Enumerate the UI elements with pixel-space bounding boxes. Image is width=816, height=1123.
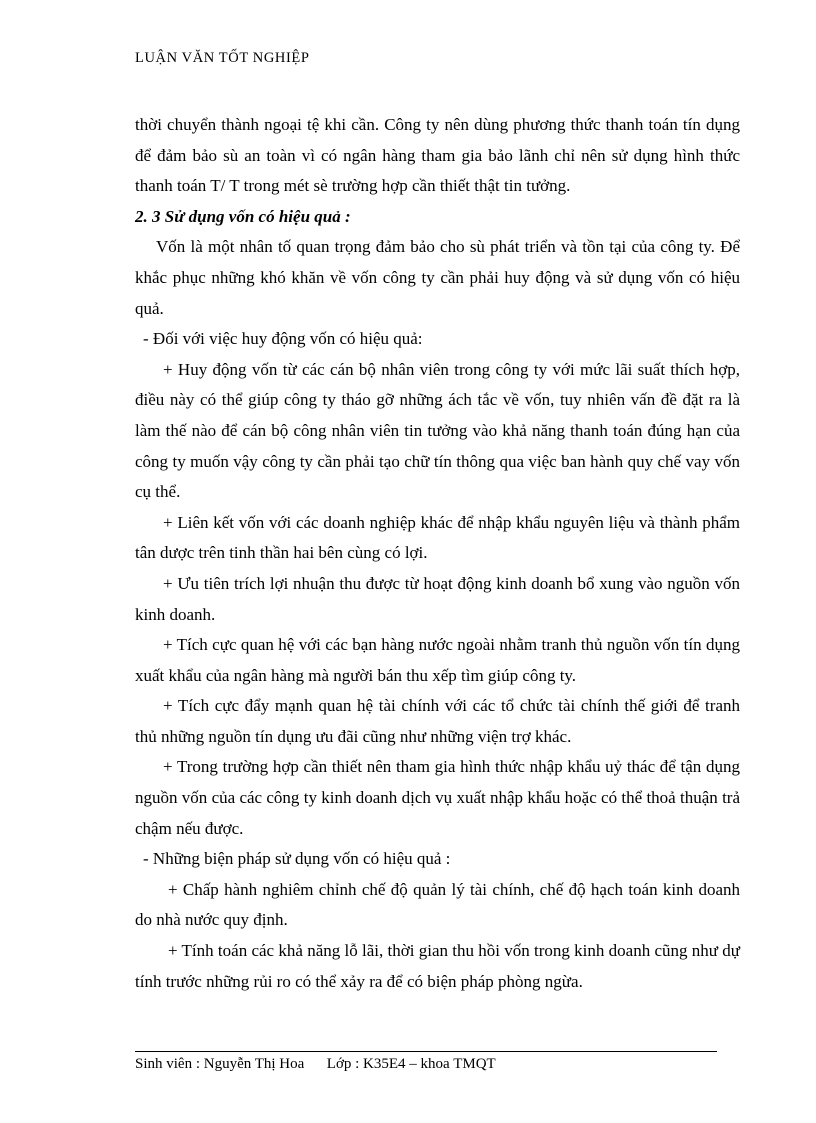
footer-class: Lớp : K35E4 – khoa TMQT	[326, 1056, 496, 1072]
section-heading: 2. 3 Sử dụng vốn có hiệu quả :	[135, 206, 351, 226]
list-heading-usage: - Những biện pháp sử dụng vốn có hiệu quả :	[143, 849, 451, 869]
footer-student: Sinh viên : Nguyễn Thị Hoa	[135, 1056, 305, 1072]
list-heading-mobilize: - Đối với việc huy động vốn có hiệu quả:	[143, 329, 423, 349]
list-item-entrusted-import: + Trong trường hợp cần thiết nên tham gia hình thức nhập khẩu uỷ thác để tận dụng nguồn vốn của các công ty kinh doanh dịch vụ xuất nhập khẩu hoặc có thể thoả thuận trả chậm nếu được.	[135, 757, 740, 838]
list-item-retained-profit: + Ưu tiên trích lợi nhuận thu được từ hoạt động kinh doanh bổ xung vào nguồn vốn kinh doanh.	[135, 573, 740, 624]
running-footer	[135, 1056, 496, 1073]
list-item-financial-orgs: + Tích cực đẩy mạnh quan hệ tài chính với các tổ chức tài chính thế giới để tranh thủ những nguồn tín dụng ưu đãi cũng như những viện trợ khác.	[135, 696, 740, 746]
list-item-financial-rules: + Chấp hành nghiêm chỉnh chế độ quản lý tài chính, chế độ hạch toán kinh doanh do nhà nước quy định.	[135, 879, 740, 930]
list-item-joint-capital: + Liên kết vốn với các doanh nghiệp khác để nhập khẩu nguyên liệu và thành phẩm tân dược trên tinh thần hai bên cùng có lợi.	[135, 512, 740, 563]
list-item-foreign-partners: + Tích cực quan hệ với các bạn hàng nước ngoài nhằm tranh thủ nguồn vốn tín dụng xuất khẩu của ngân hàng mà người bán thu xếp tìm giúp công ty.	[135, 635, 740, 685]
running-header: LUẬN VĂN TỐT NGHIỆP	[135, 50, 310, 66]
list-item-employee-capital: + Huy động vốn từ các cán bộ nhân viên trong công ty với mức lãi suất thích hợp, điều này có thể giúp công ty tháo gỡ những ách tắc về vốn, tuy nhiên vấn đề đặt ra là làm thế nào để cán bộ công nhân viên tin tưởng vào khả năng thanh toán đúng hạn của công ty muốn vậy công ty cần phải tạo chữ tín thông qua việc ban hành quy chế vay vốn cụ thể.	[135, 359, 740, 502]
list-item-risk-estimation: + Tính toán các khả năng lỗ lãi, thời gian thu hồi vốn trong kinh doanh cũng như dự tính trước những rủi ro có thể xảy ra để có biện pháp phòng ngừa.	[135, 941, 740, 991]
paragraph-continuation: thời chuyển thành ngoại tệ khi cần. Công ty nên dùng phương thức thanh toán tín dụng để đảm bảo sù an toàn vì có ngân hàng tham gia bảo lãnh chỉ nên sử dụng hình thức thanh toán T/ T trong mét sè trường hợp cần thiết thật tin tưởng.	[135, 115, 740, 196]
paragraph-intro: Vốn là một nhân tố quan trọng đảm bảo cho sù phát triển và tồn tại của công ty. Để khắc phục những khó khăn về vốn công ty cần phải huy động và sử dụng vốn có hiệu quả.	[135, 237, 740, 318]
document-body	[135, 110, 740, 997]
footer-divider	[135, 1051, 717, 1052]
